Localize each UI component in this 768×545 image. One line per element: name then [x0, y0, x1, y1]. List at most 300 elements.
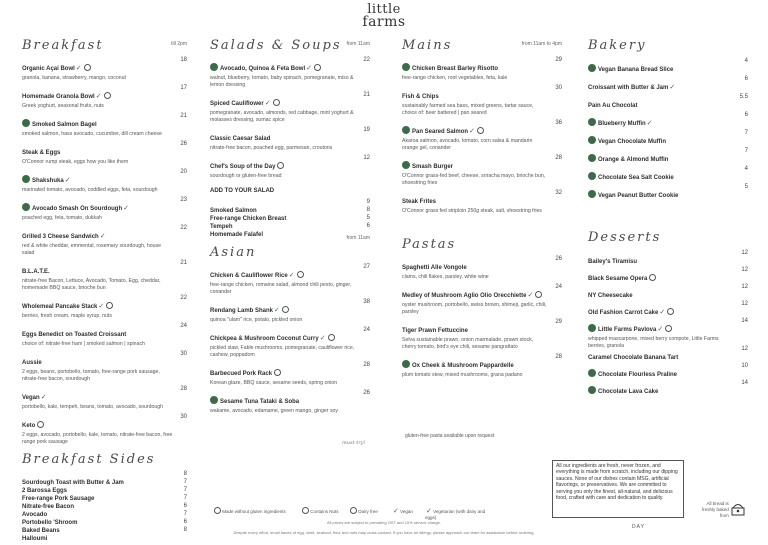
item-name: Chickpea & Mushroom Coconut Curry: [210, 336, 319, 342]
menu-item: [22, 57, 187, 82]
must-try-note: must-try!: [342, 440, 366, 446]
menu-item: [22, 414, 187, 446]
vegetarian-icon: ✓: [95, 93, 102, 100]
item-price: 21: [180, 260, 187, 266]
gf-icon: [477, 127, 484, 134]
item-name: Baked Beans: [22, 528, 60, 534]
mains-list: [402, 57, 562, 215]
mains-column: [402, 36, 562, 382]
menu-item: [22, 323, 187, 348]
house-made-icon: [22, 119, 30, 127]
bakery-list: [588, 58, 748, 202]
item-price: 28: [363, 362, 370, 368]
house-made-icon: [588, 154, 596, 162]
item-desc: sourdough or gluten-free bread: [210, 173, 282, 179]
item-desc: nitrate-free Bacon, Lettuce, Avocado, Tomato, Egg, cheddar, homemade BBQ sauce, brioche bun: [22, 278, 161, 291]
item-desc: O'Connor grass fed striploin 250g steak, salt, shoestring fries: [402, 208, 542, 214]
item-name: Vegan Peanut Butter Cookie: [598, 193, 679, 199]
bread-note: [702, 501, 729, 519]
gf-icon: [535, 291, 542, 298]
item-price: 7: [744, 148, 748, 154]
vegetarian-icon: ✓: [319, 335, 326, 342]
item-name: Free-range Pork Sausage: [22, 496, 95, 502]
legend-dairy: Dairy free: [348, 507, 378, 514]
vegetarian-icon: ✓: [64, 177, 71, 184]
item-name: Vegan: [22, 395, 40, 401]
vegetarian-icon: ✓: [264, 100, 271, 107]
item-price: 8: [366, 207, 370, 213]
item-price: 26: [180, 141, 187, 147]
bread-note-l3: from: [719, 513, 729, 518]
item-name: Aussie: [22, 360, 42, 366]
item-price: 6: [366, 223, 370, 229]
salads-time: from 11am: [346, 41, 370, 47]
menu-item: [22, 169, 187, 194]
desserts-list: [588, 250, 748, 397]
item-price: 22: [180, 225, 187, 231]
item-desc: berries, fresh cream, maple syrup, nuts: [22, 313, 112, 319]
item-price: 7: [744, 130, 748, 136]
menu-item: [210, 327, 370, 359]
logo: [0, 4, 768, 28]
item-price: 12: [741, 267, 748, 273]
menu-item: [402, 85, 562, 117]
bakery-item: [588, 184, 748, 202]
bakery-item: [588, 112, 748, 130]
logo-line2: farms: [362, 14, 406, 30]
menu-item: [210, 155, 370, 180]
item-price: 23: [180, 197, 187, 203]
desserts-header: [588, 228, 748, 244]
ingredients-note: All our ingredients are fresh, never frozen, and everything is made from scratch, including our dipping sauces. None of our dishes contain MSG, artificial flavorings, or preservatives. We are committed to serving you only the finest, all-natural, and delicious food, crafted with care and dedication to quality.: [552, 460, 684, 518]
house-made-icon: [22, 203, 30, 211]
menu-item: [402, 155, 562, 187]
bakery-item: [588, 58, 748, 76]
dessert-item: [588, 363, 748, 380]
item-name: Croissant with Butter & Jam: [588, 85, 669, 91]
item-desc: red & white cheddar, emmental, rosemary sourdough, house salad: [22, 243, 161, 256]
item-price: 12: [741, 284, 748, 290]
house-made-icon: [402, 161, 410, 169]
item-desc: Korean glaze, BBQ sauce, sesame seeds, spring onion: [210, 380, 338, 386]
item-price: 6: [744, 76, 748, 82]
item-price: 29: [555, 57, 562, 63]
item-price: 18: [180, 57, 187, 63]
menu-item: [22, 85, 187, 110]
item-name: Chef's Soup of the Day: [210, 164, 276, 170]
item-price: 24: [555, 284, 562, 290]
item-price: 30: [180, 351, 187, 357]
vegetarian-icon: ✓: [99, 233, 106, 240]
menu-item: [210, 57, 370, 89]
item-price: 7: [183, 511, 187, 517]
item-name: Orange & Almond Muffin: [598, 157, 669, 163]
menu-item: [22, 197, 187, 222]
item-name: Portobello 'Shroom: [22, 520, 78, 526]
legend-vegan: ✓ Vegan: [393, 508, 413, 515]
sides-list: [22, 471, 187, 542]
addon-item: [210, 215, 370, 230]
breakfast-time: till 2pm: [171, 41, 187, 47]
desserts-title: Desserts: [588, 230, 662, 245]
dessert-item: [588, 301, 748, 318]
menu-item: [22, 386, 187, 411]
house-made-icon: [588, 118, 596, 126]
menu-item: [210, 127, 370, 152]
item-price: 21: [363, 92, 370, 98]
item-price: 17: [180, 85, 187, 91]
breakfast-list: [22, 57, 187, 446]
bread-note-l1: All bread is: [706, 501, 729, 506]
gf-icon: [84, 64, 91, 71]
item-name: Tiger Prawn Fettuccine: [402, 328, 468, 334]
vegetarian-icon: ✓: [306, 65, 312, 72]
item-price: 12: [741, 301, 748, 307]
item-price: 7: [183, 479, 187, 485]
item-name: Wholemeal Pancake Stack: [22, 304, 98, 310]
menu-item: [210, 92, 370, 124]
item-price: 10: [741, 363, 748, 369]
vegetarian-icon: ✓: [657, 326, 664, 333]
item-name: Old Fashion Carrot Cake: [588, 310, 659, 316]
gf-icon: [328, 334, 335, 341]
asian-list: [210, 264, 370, 415]
pastas-header: [402, 235, 562, 251]
item-price: 20: [180, 169, 187, 175]
footer-allergy: Despite every effort, small traces of egg, shell, seafood, flour and nuts may cross-contact. If you have an allergy, please approach our team for assistance before ordering.: [233, 530, 535, 535]
salads-header: [210, 36, 370, 52]
item-name: Nitrate-free Bacon: [22, 504, 75, 510]
gf-icon: [106, 302, 113, 309]
item-name: Barbecued Pork Rack: [210, 371, 273, 377]
menu-item: [402, 120, 562, 152]
house-made-icon: [588, 324, 596, 332]
item-desc: Greek yoghurt, seasonal fruits, nuts: [22, 103, 104, 109]
gf-icon: [277, 162, 284, 169]
side-item: [22, 471, 187, 486]
salads-column: [210, 36, 370, 418]
item-price: 4: [744, 166, 748, 172]
item-name: Spiced Cauliflower: [210, 101, 264, 107]
legend-vegetarian: ✓ Vegetarian (with dairy and eggs): [425, 508, 486, 520]
vegetarian-icon: ✓: [123, 205, 129, 212]
vegetarian-icon: ✓: [75, 65, 82, 72]
house-made-icon: [402, 360, 410, 368]
bakery-item: [588, 148, 748, 166]
menu-item: [210, 390, 370, 415]
item-desc: nitrate-free bacon, poached egg, parmesan, croutons: [210, 145, 333, 151]
item-desc: plum tomato stew, mixed mushrooms, grana padano: [402, 372, 523, 378]
item-desc: smoked salmon, hass avocado, cucumber, dill cream cheese: [22, 131, 162, 137]
dessert-item: [588, 250, 748, 267]
house-made-icon: [210, 396, 218, 404]
pastas-title: Pastas: [402, 237, 457, 252]
item-price: 9: [366, 199, 370, 205]
item-price: 5.5: [739, 94, 748, 100]
vegetarian-icon: ✓: [98, 303, 105, 310]
item-desc: clams, chili flakes, parsley, white wine: [402, 274, 489, 280]
item-name: Rendang Lamb Shank: [210, 308, 274, 314]
dairy-free-icon: [350, 507, 357, 514]
side-item: [22, 479, 187, 494]
item-price: 19: [363, 127, 370, 133]
vegetarian-icon: ✓: [659, 309, 666, 316]
house-made-icon: [402, 126, 410, 134]
item-name: Avocado, Quinoa & Feta Bowl: [220, 66, 306, 72]
gf-icon: [665, 325, 672, 332]
item-name: Pain Au Chocolat: [588, 103, 638, 109]
item-name: Chocolate Lava Cake: [598, 389, 659, 395]
asian-time: from 11am: [346, 235, 370, 241]
item-name: Steak & Eggs: [22, 150, 61, 156]
asian-title: Asian: [210, 245, 257, 260]
item-desc: Selva sustainable prawn, onion marmalade, prawn stock, cherry tomato, bird's eye chili, sesame pangrattato: [402, 337, 534, 350]
item-price: 26: [363, 390, 370, 396]
item-desc: 2 eggs, beans, portobello, tomato, free-range pork sausage, nitrate-free bacon, sourdough: [22, 369, 160, 382]
item-desc: free-range chicken, root vegetables, feta, kale: [402, 75, 508, 81]
gf-icon: [104, 92, 111, 99]
salads-list: [210, 57, 370, 180]
house-made-icon: [588, 386, 596, 394]
item-name: Blueberry Muffin: [598, 121, 646, 127]
footer-prices: All prices are subject to prevailing GST and 10% service charge.: [327, 520, 441, 525]
dessert-item: [588, 380, 748, 397]
vegetarian-icon: ✓: [527, 292, 534, 299]
item-price: 32: [555, 190, 562, 196]
house-made-icon: [588, 369, 596, 377]
item-desc: sustainably farmed sea bass, mixed greens, tartar sauce, choice of: beer battered | pan seared: [402, 103, 534, 116]
item-price: 22: [180, 295, 187, 301]
item-desc: poached egg, feta, tomato, dukkah: [22, 215, 102, 221]
logo-line1: little: [367, 2, 401, 17]
gf-icon: [214, 507, 221, 514]
item-price: 22: [363, 57, 370, 63]
item-price: 21: [180, 113, 187, 119]
sides-title: Breakfast Sides: [22, 452, 156, 467]
item-price: 30: [555, 85, 562, 91]
item-desc: walnut, blueberry, tomato, baby spinach, pomegranate, miso & lemon dressing: [210, 75, 354, 88]
menu-item: [22, 260, 187, 292]
bakery-title: Bakery: [588, 38, 647, 53]
gf-icon: [37, 421, 44, 428]
item-name: Grilled 3 Cheese Sandwich: [22, 234, 99, 240]
bakery-header: [588, 36, 748, 52]
item-desc: pickled slaw, Fable mushrooms, pomegranate, cauliflower rice, cashew, poppadom: [210, 345, 355, 358]
item-name: Pan Seared Salmon: [412, 129, 469, 135]
item-name: Smash Burger: [412, 164, 454, 170]
gluten-free-note: gluten-free pasta available upon request: [405, 433, 495, 439]
item-name: Keto: [22, 423, 36, 429]
dessert-item: [588, 284, 748, 301]
item-price: 38: [363, 299, 370, 305]
item-price: 8: [183, 471, 187, 477]
bakery-logo-icon: [731, 500, 745, 516]
menu-item: [22, 113, 187, 138]
menu-item: [210, 362, 370, 387]
side-item: [22, 487, 187, 502]
vegetarian-icon: ✓: [274, 307, 280, 314]
item-name: Avocado: [22, 512, 48, 518]
item-desc: portobello, kale, tempeh, beans, tomato, avocado, sourdough: [22, 404, 164, 410]
item-price: 12: [741, 250, 748, 256]
item-name: Steak Frites: [402, 199, 437, 205]
item-name: Smoked Salmon Bagel: [32, 122, 97, 128]
item-desc: granola, banana, strawberry, mango, coconut: [22, 75, 127, 81]
house-made-icon: [22, 175, 30, 183]
item-desc: whipped mascarpone, mixed berry compote, Little Farms berries, granola: [588, 336, 719, 349]
item-price: 29: [555, 319, 562, 325]
menu-item: [22, 141, 187, 166]
gf-icon: [667, 308, 674, 315]
item-name: NY Cheesecake: [588, 293, 633, 299]
gf-icon: [649, 274, 656, 281]
side-item: [22, 503, 187, 518]
vegetarian-icon: ✓: [426, 508, 432, 515]
item-name: B.L.A.T.E.: [22, 269, 50, 275]
item-desc: 2 eggs, avocado, portobello, kale, tomato, nitrate-free bacon, free range pork sausage: [22, 432, 173, 445]
house-made-icon: [588, 64, 596, 72]
item-name: Shakshuka: [32, 178, 64, 184]
bakery-column: [588, 36, 748, 397]
addon-title: ADD TO YOUR SALAD: [210, 188, 275, 194]
item-name: Tempeh: [210, 224, 233, 230]
item-name: Free-range Chicken Breast: [210, 216, 287, 222]
mains-time: from 11am to 4pm: [521, 41, 562, 47]
legend-nuts: Contains Nuts: [300, 507, 339, 514]
item-name: Ox Cheek & Mushroom Pappardelle: [412, 363, 514, 369]
menu-item: [402, 354, 562, 379]
sides-header: [22, 450, 187, 466]
dessert-item: [588, 346, 748, 363]
item-price: 14: [741, 380, 748, 386]
menu-item: [22, 295, 187, 320]
bakery-item: [588, 166, 748, 184]
house-made-icon: [588, 136, 596, 144]
item-desc: O'Connor rump steak, eggs how you like them: [22, 159, 129, 165]
item-price: 14: [741, 318, 748, 324]
menu-item: [210, 264, 370, 296]
item-price: 30: [180, 414, 187, 420]
day-label: DAY: [632, 524, 645, 530]
item-name: Chicken Breast Barley Risotto: [412, 66, 499, 72]
house-made-icon: [402, 63, 410, 71]
nuts-icon: [302, 507, 309, 514]
item-price: 36: [555, 120, 562, 126]
item-price: 5: [744, 184, 748, 190]
menu-item: [22, 351, 187, 383]
vegetarian-icon: ✓: [469, 128, 475, 135]
dessert-item: [588, 267, 748, 284]
item-name: Homemade Granola Bowl: [22, 94, 95, 100]
mains-header: [402, 36, 562, 52]
item-name: Avocado Smash On Sourdough: [32, 206, 123, 212]
bread-note-l2: freshly baked: [702, 507, 729, 512]
item-desc: wakame, avocado, edamame, green mango, ginger soy: [210, 408, 339, 414]
item-name: Sesame Tuna Tataki & Soba: [220, 399, 300, 405]
gf-icon: [314, 64, 321, 71]
item-price: 5: [366, 215, 370, 221]
item-name: Chocolate Sea Salt Cookie: [598, 175, 674, 181]
gf-icon: [297, 271, 304, 278]
bakery-item: [588, 130, 748, 148]
item-price: 12: [741, 346, 748, 352]
vegetarian-icon: ✓: [288, 272, 295, 279]
house-made-icon: [588, 172, 596, 180]
item-desc: pomegranate, avocado, almonds, red cabbage, mint yoghurt & molasses dressing, sumac spice: [210, 110, 354, 123]
item-desc: quinoa "ulam" rice, potato, pickled onion: [210, 317, 303, 323]
item-price: 6: [183, 519, 187, 525]
item-price: 12: [363, 155, 370, 161]
breakfast-header: [22, 36, 187, 52]
bakery-item: [588, 94, 748, 112]
item-name: Fish & Chips: [402, 94, 439, 100]
vegetarian-icon: ✓: [40, 394, 47, 401]
item-price: 28: [555, 354, 562, 360]
item-price: 4: [744, 58, 748, 64]
item-name: Chocolate Flourless Praline: [598, 372, 678, 378]
item-name: Homemade Falafel: [210, 232, 264, 238]
breakfast-column: [22, 36, 187, 542]
item-price: 24: [363, 327, 370, 333]
item-name: Spaghetti Alle Vongole: [402, 265, 467, 271]
pastas-list: [402, 256, 562, 379]
mains-title: Mains: [402, 38, 453, 53]
menu-item: [210, 299, 370, 324]
menu-item: [402, 319, 562, 351]
legend-gf: Made without gluten ingredients: [212, 507, 286, 514]
house-made-icon: [210, 63, 218, 71]
item-price: 27: [363, 264, 370, 270]
side-item: [22, 495, 187, 510]
vegetarian-icon: ✓: [669, 84, 676, 91]
addon-item: [210, 199, 370, 214]
item-name: Smoked Salmon: [210, 208, 257, 214]
item-name: Chicken & Cauliflower Rice: [210, 273, 288, 279]
item-price: 7: [183, 495, 187, 501]
item-desc: O'Connor grass-fed beef, cheese, sriracha mayo, brioche bun, shoestring fries: [402, 173, 546, 186]
gf-icon: [274, 369, 281, 376]
item-name: Caramel Chocolate Banana Tart: [588, 355, 679, 361]
item-name: Halloumi: [22, 536, 48, 542]
item-price: 6: [183, 503, 187, 509]
menu-item: [402, 57, 562, 82]
gf-icon: [273, 99, 280, 106]
side-item: [22, 511, 187, 526]
gf-icon: [282, 306, 289, 313]
item-desc: oyster mushroom, portobello, swiss brown, shimeji, garlic, chili, parsley: [402, 302, 547, 315]
vegetarian-icon: ✓: [646, 120, 653, 127]
breakfast-title: Breakfast: [22, 38, 104, 53]
item-name: Bailey's Tiramisu: [588, 259, 638, 265]
item-name: Black Sesame Opera: [588, 276, 648, 282]
menu-item: [402, 284, 562, 316]
item-price: 24: [180, 323, 187, 329]
item-name: Vegan Chocolate Muffin: [598, 139, 667, 145]
item-name: Vegan Banana Bread Slice: [598, 67, 674, 73]
item-price: 26: [555, 256, 562, 262]
item-price: 6: [744, 112, 748, 118]
item-desc: Akaroa salmon, avocado, tomato, corn salsa & mandarin orange gel, coriander: [402, 138, 533, 151]
item-name: Classic Caesar Salad: [210, 136, 271, 142]
menu-item: [22, 225, 187, 257]
item-name: Eggs Benedict on Toasted Croissant: [22, 332, 127, 338]
item-price: 28: [555, 155, 562, 161]
salads-title: Salads & Soups: [210, 38, 342, 53]
item-price: 28: [180, 386, 187, 392]
bakery-item: [588, 76, 748, 94]
item-desc: choice of: nitrate-free ham | smoked salmon | spinach: [22, 341, 145, 347]
vegan-icon: ✓: [393, 508, 399, 515]
